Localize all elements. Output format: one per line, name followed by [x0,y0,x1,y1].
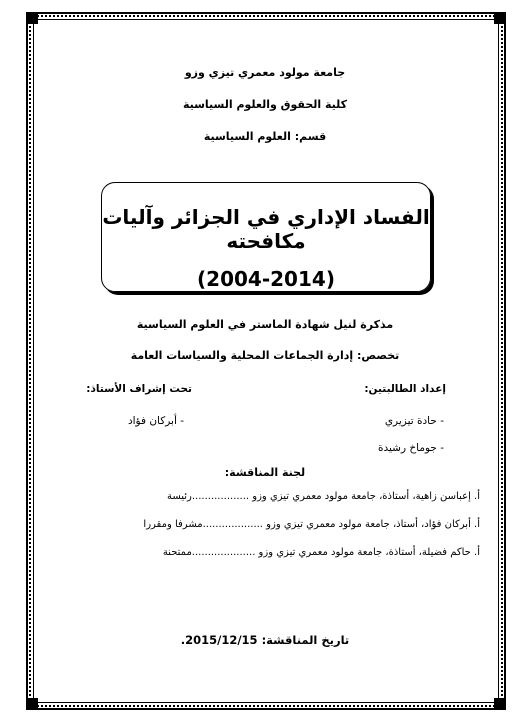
committee-member: أ. إعباسن زاهية، أستاذة، جامعة مولود معمري تيزي وزو ..................رئيسة [166,491,480,502]
university-name: جامعة مولود معمري تيزي وزو [184,66,346,79]
title-box [101,182,431,292]
faculty-name: كلية الحقوق والعلوم السياسية [182,98,348,111]
supervisor-name: - أبركان فؤاد [127,415,184,427]
committee-heading: لجنة المناقشة: [224,466,306,479]
thesis-specialty: تخصص: إدارة الجماعات المحلية والسياسات العامة [130,349,400,362]
department-name: قسم: العلوم السياسية [203,130,327,143]
thesis-purpose: مذكرة لنيل شهادة الماستر في العلوم السياسية [136,318,394,331]
students-heading: إعداد الطالبتين: [364,383,446,395]
committee-member: أ. حاكم فضيلة، أستاذة، جامعة مولود معمري تيزي وزو ....................ممتحنة [162,547,480,558]
defense-date: تاريخ المناقشة: 2015/12/15. [180,633,350,647]
student-name: - جوماخ رشيدة [377,442,444,454]
thesis-period: (2004-2014) [197,267,335,291]
border-corner [26,698,38,710]
border-corner [494,12,506,24]
border-corner [494,698,506,710]
thesis-title: الفساد الإداري في الجزائر وآليات مكافحته [102,205,430,253]
student-name: - حادة تيزيري [384,415,444,427]
committee-member: أ. أبركان فؤاد، أستاذ، جامعة مولود معمري تيزي وزو ...................مشرفا ومقررا [143,519,480,530]
supervisor-heading: تحت إشراف الأستاذ: [86,383,192,395]
border-corner [26,12,38,24]
